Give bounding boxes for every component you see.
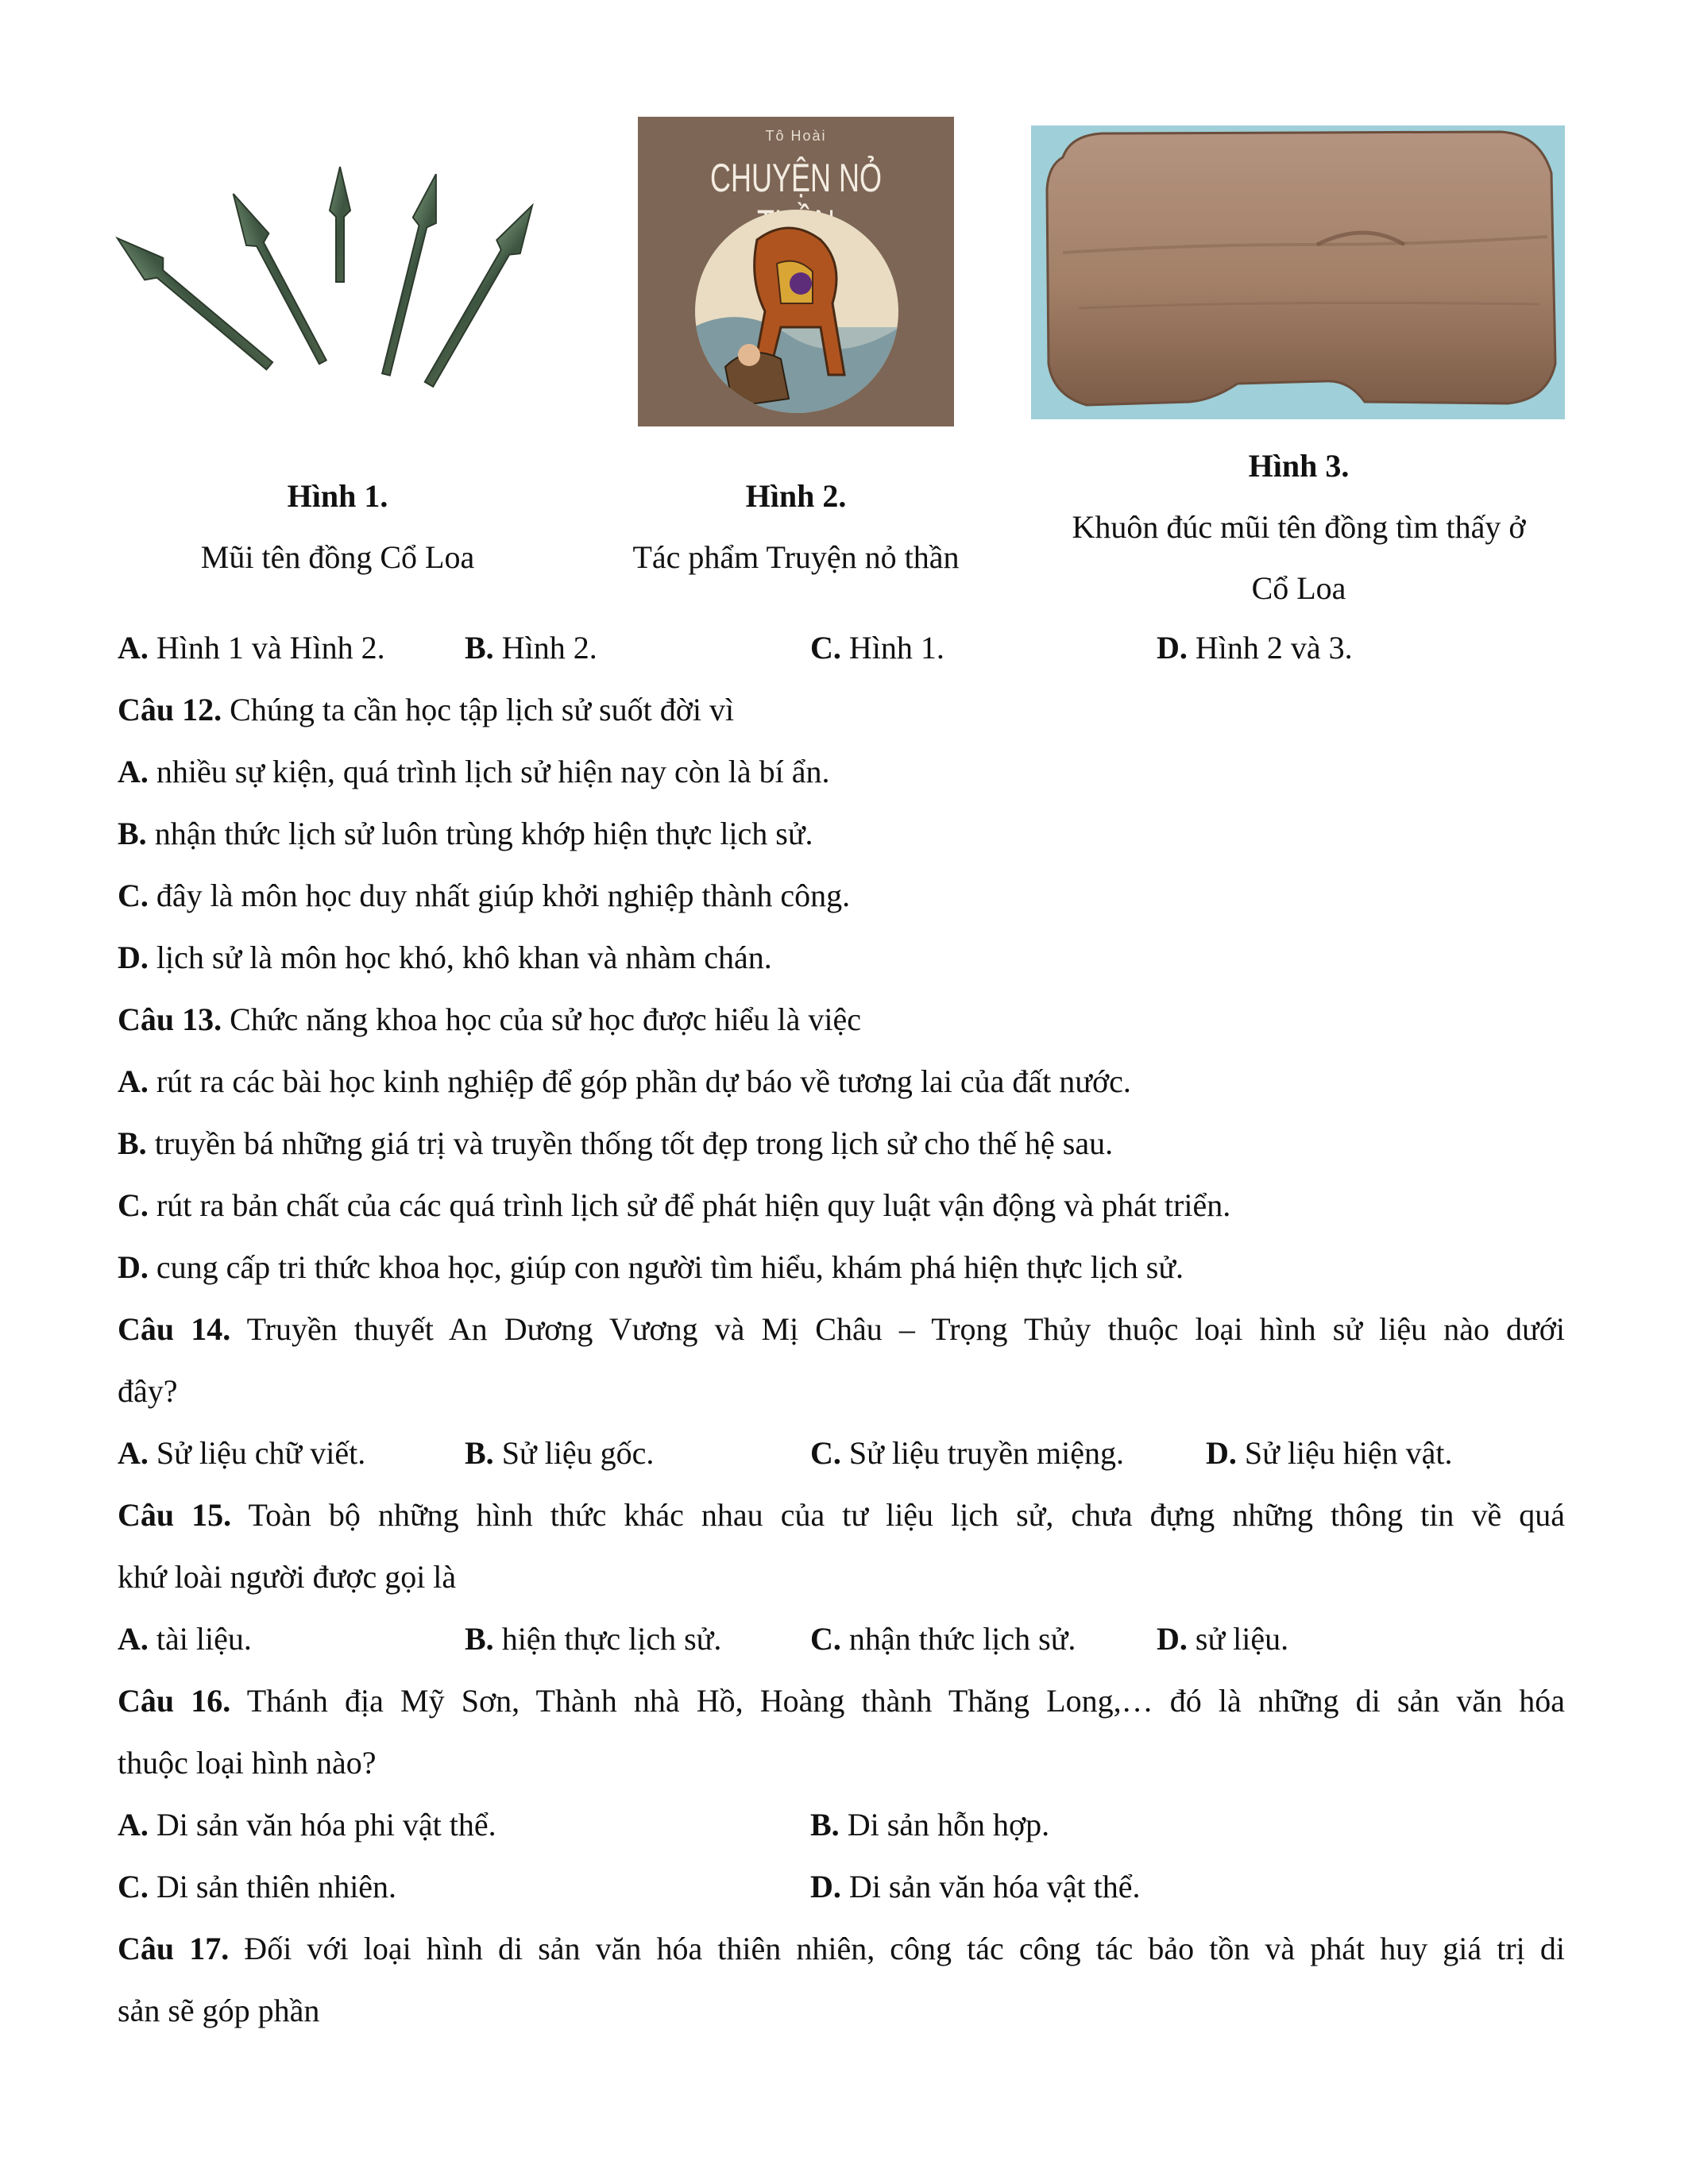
q14-option-d: D. Sử liệu hiện vật.	[1206, 1435, 1453, 1471]
q17-stem-line-1: Câu 17. Đối với loại hình di sản văn hóa thiên nhiên, công tác công tác bảo tồn và phát huy giá trị di	[118, 1931, 1565, 1966]
cover-title: CHUYỆN NỎ	[709, 156, 883, 200]
q12-stem: Câu 12. Chúng ta cần học tập lịch sử suốt đời vì	[118, 692, 735, 727]
figure-3-stone-mold	[1031, 125, 1565, 419]
q16-option-c: C. Di sản thiên nhiên.	[118, 1869, 397, 1904]
q12-option-d: D. lịch sử là môn học khó, khô khan và nhàm chán.	[118, 940, 772, 975]
q15-stem-line-2: khứ loài người được gọi là	[118, 1559, 457, 1595]
figure-3-label: Hình 3.	[1248, 448, 1350, 484]
q15-stem-line-1: Câu 15. Toàn bộ những hình thức khác nhau của tư liệu lịch sử, chưa đựng những thông tin về quá	[118, 1497, 1565, 1533]
q12-option-a: A. nhiều sự kiện, quá trình lịch sử hiện nay còn là bí ẩn.	[118, 754, 830, 789]
stone-mold-illustration	[1031, 125, 1565, 419]
figure-1-label: Hình 1.	[287, 478, 388, 514]
q11-option-c: C. Hình 1.	[810, 630, 944, 666]
q13-option-c: C. rút ra bản chất của các quá trình lịch sử để phát hiện quy luật vận động và phát triển.	[118, 1187, 1231, 1223]
q16-stem-line-1: Câu 16. Thánh địa Mỹ Sơn, Thành nhà Hồ, Hoàng thành Thăng Long,… đó là những di sản văn hóa	[118, 1683, 1565, 1719]
q11-option-b: B. Hình 2.	[465, 630, 597, 666]
q14-option-b: B. Sử liệu gốc.	[465, 1435, 655, 1471]
q16-option-b: B. Di sản hỗn hợp.	[810, 1807, 1050, 1843]
figure-3-caption-line-1: Khuôn đúc mũi tên đồng tìm thấy ở	[1072, 509, 1526, 545]
q16-option-a: A. Di sản văn hóa phi vật thể.	[118, 1807, 496, 1843]
q16-option-d: D. Di sản văn hóa vật thể.	[810, 1869, 1141, 1904]
figure-3-caption-line-2: Cổ Loa	[1251, 570, 1346, 606]
figure-2-label: Hình 2.	[745, 478, 847, 514]
q14-stem-line-2: đây?	[118, 1373, 178, 1409]
q13-option-a: A. rút ra các bài học kinh nghiệp để góp phần dự báo về tương lai của đất nước.	[118, 1063, 1131, 1099]
q15-option-d: D. sử liệu.	[1157, 1621, 1289, 1657]
figure-1-image	[115, 135, 560, 421]
figure-2-book-cover	[638, 117, 954, 426]
q14-stem-line-1: Câu 14. Truyền thuyết An Dương Vương và Mị Châu – Trọng Thủy thuộc loại hình sử liệu nào dưới	[118, 1311, 1565, 1347]
q13-stem: Câu 13. Chức năng khoa học của sử học được hiểu là việc	[118, 1001, 861, 1037]
bronze-arrowheads-illustration	[115, 135, 560, 421]
q11-option-d: D. Hình 2 và 3.	[1157, 630, 1353, 666]
q16-stem-line-2: thuộc loại hình nào?	[118, 1745, 377, 1781]
q14-option-a: A. Sử liệu chữ viết.	[118, 1435, 366, 1471]
q14-option-c: C. Sử liệu truyền miệng.	[810, 1435, 1124, 1471]
q15-option-b: B. hiện thực lịch sử.	[465, 1621, 722, 1657]
q12-option-b: B. nhận thức lịch sử luôn trùng khớp hiện thực lịch sử.	[118, 816, 813, 851]
figure-2-caption: Tác phẩm Truyện nỏ thần	[632, 539, 960, 575]
q15-option-a: A. tài liệu.	[118, 1621, 252, 1657]
q11-option-a: A. Hình 1 và Hình 2.	[118, 630, 385, 666]
horse-warrior-illustration	[693, 208, 900, 415]
figure-1-caption: Mũi tên đồng Cổ Loa	[200, 539, 475, 575]
q12-option-c: C. đây là môn học duy nhất giúp khởi nghiệp thành công.	[118, 878, 851, 913]
q17-stem-line-2: sản sẽ góp phần	[118, 1993, 320, 2028]
q13-option-d: D. cung cấp tri thức khoa học, giúp con người tìm hiểu, khám phá hiện thực lịch sử.	[118, 1249, 1184, 1285]
q13-option-b: B. truyền bá những giá trị và truyền thống tốt đẹp trong lịch sử cho thế hệ sau.	[118, 1125, 1114, 1161]
q15-option-c: C. nhận thức lịch sử.	[810, 1621, 1076, 1657]
cover-author: Tô Hoài	[765, 128, 827, 144]
